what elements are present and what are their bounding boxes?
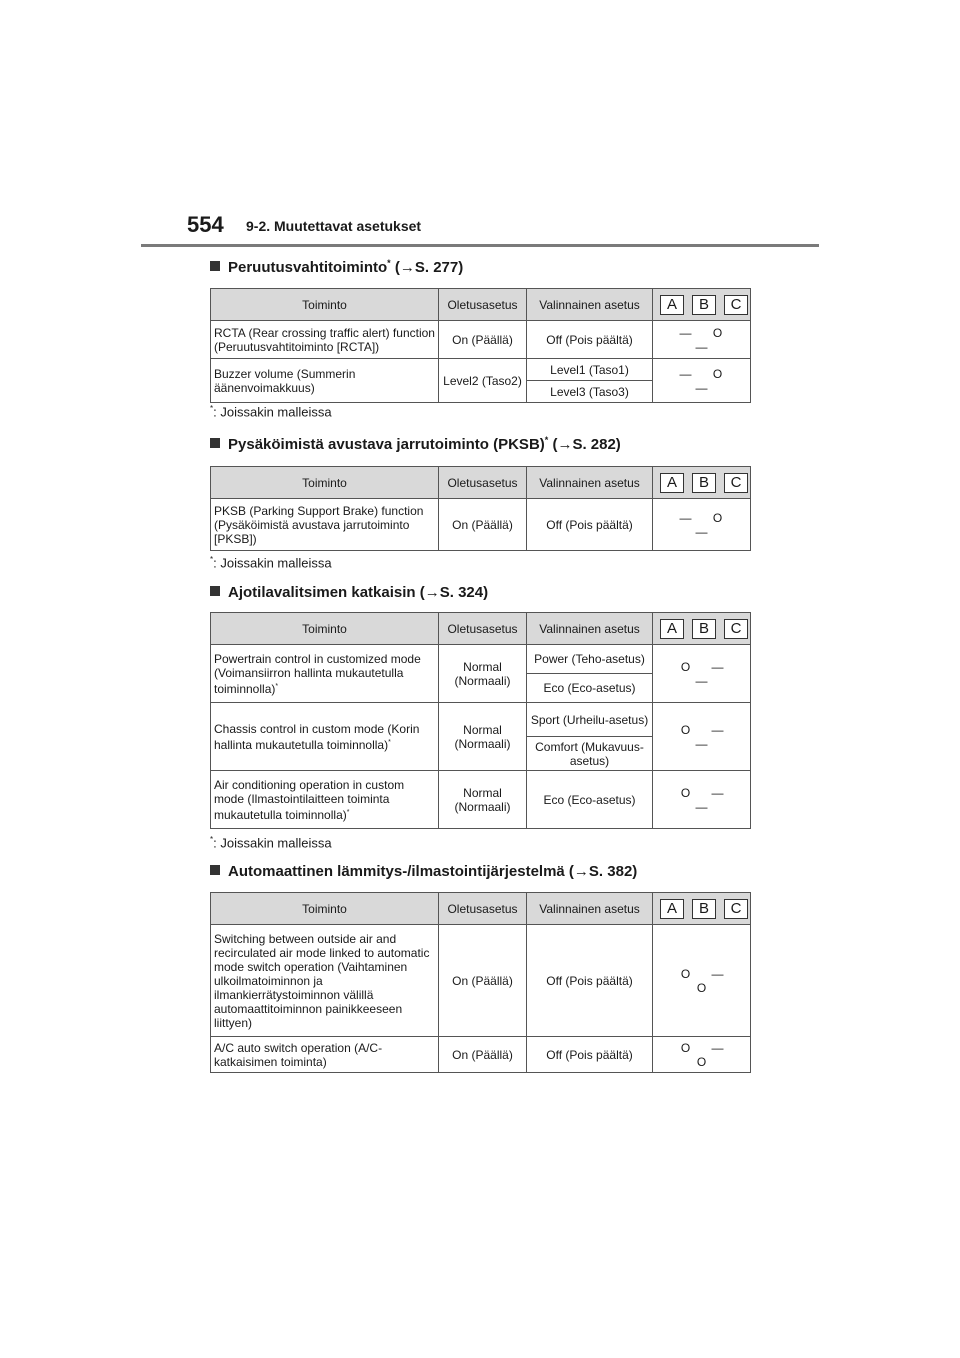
optional-cell: Off (Pois päältä) bbox=[527, 321, 653, 359]
chapter-title: 9-2. Muutettavat asetukset bbox=[246, 218, 422, 234]
col-optional: Valinnainen asetus bbox=[527, 467, 653, 499]
optional-cell: Power (Teho-asetus) bbox=[527, 645, 653, 674]
default-cell: Normal (Normaali) bbox=[439, 703, 527, 771]
col-optional: Valinnainen asetus bbox=[527, 289, 653, 321]
abc-cell: — O— bbox=[653, 499, 751, 551]
section-heading-rear-cross-traffic: Peruutusvahtitoiminto* (→S. 277) bbox=[210, 258, 463, 276]
abc-cell: O —O bbox=[653, 925, 751, 1037]
abc-cell: O —O bbox=[653, 1037, 751, 1073]
square-bullet-icon bbox=[210, 261, 220, 271]
square-bullet-icon bbox=[210, 865, 220, 875]
function-cell: RCTA (Rear crossing traffic alert) function (Peruutusvahtitoiminto [RCTA]) bbox=[211, 321, 439, 359]
optional-cell: Off (Pois päältä) bbox=[527, 499, 653, 551]
col-default: Oletusasetus bbox=[439, 289, 527, 321]
default-cell: Normal (Normaali) bbox=[439, 771, 527, 829]
square-bullet-icon bbox=[210, 438, 220, 448]
default-cell: Normal (Normaali) bbox=[439, 645, 527, 703]
abc-cell: — O— bbox=[653, 359, 751, 403]
section-heading-drive-mode: Ajotilavalitsimen katkaisin (→S. 324) bbox=[210, 584, 488, 601]
col-optional: Valinnainen asetus bbox=[527, 613, 653, 645]
function-cell: Powertrain control in customized mode (Voimansiirron hallinta mukautetulla toiminnolla)* bbox=[211, 645, 439, 703]
footnote: *: Joissakin malleissa bbox=[210, 404, 332, 420]
function-cell: Chassis control in custom mode (Korin hallinta mukautetulla toiminnolla)* bbox=[211, 703, 439, 771]
function-cell: PKSB (Parking Support Brake) function (Pysäköimistä avustava jarrutoiminto [PKSB]) bbox=[211, 499, 439, 551]
settings-table-rear-cross-traffic bbox=[210, 288, 751, 403]
col-abc: A B C bbox=[653, 467, 751, 499]
optional-cell: Eco (Eco-asetus) bbox=[527, 771, 653, 829]
default-cell: Level2 (Taso2) bbox=[439, 359, 527, 403]
optional-cell: Level3 (Taso3) bbox=[527, 381, 653, 403]
optional-cell: Eco (Eco-asetus) bbox=[527, 674, 653, 703]
section-heading-climate: Automaattinen lämmitys-/ilmastointijärjestelmä (→S. 382) bbox=[210, 863, 637, 880]
col-function: Toiminto bbox=[211, 289, 439, 321]
optional-cell: Level1 (Taso1) bbox=[527, 359, 653, 381]
optional-cell: Sport (Urheilu-asetus) bbox=[527, 703, 653, 737]
footnote: *: Joissakin malleissa bbox=[210, 555, 332, 571]
function-cell: A/C auto switch operation (A/C-katkaisimen toiminta) bbox=[211, 1037, 439, 1073]
function-cell: Air conditioning operation in custom mode (Ilmastointilaitteen toiminta mukautetulla toiminnolla)* bbox=[211, 771, 439, 829]
settings-table-drive-mode bbox=[210, 612, 751, 829]
abc-cell: O —— bbox=[653, 645, 751, 703]
col-default: Oletusasetus bbox=[439, 467, 527, 499]
abc-cell: O —— bbox=[653, 703, 751, 771]
settings-table-pksb bbox=[210, 466, 751, 551]
col-default: Oletusasetus bbox=[439, 613, 527, 645]
header-rule bbox=[141, 244, 819, 247]
col-optional: Valinnainen asetus bbox=[527, 893, 653, 925]
footnote: *: Joissakin malleissa bbox=[210, 835, 332, 851]
col-function: Toiminto bbox=[211, 893, 439, 925]
col-abc: A B C bbox=[653, 613, 751, 645]
abc-cell: — O— bbox=[653, 321, 751, 359]
function-cell: Buzzer volume (Summerin äänenvoimakkuus) bbox=[211, 359, 439, 403]
optional-cell: Off (Pois päältä) bbox=[527, 1037, 653, 1073]
default-cell: On (Päällä) bbox=[439, 1037, 527, 1073]
col-abc: A B C bbox=[653, 289, 751, 321]
col-function: Toiminto bbox=[211, 467, 439, 499]
default-cell: On (Päällä) bbox=[439, 321, 527, 359]
page-number: 554 bbox=[187, 212, 224, 237]
function-cell: Switching between outside air and recirculated air mode linked to automatic mode switch operation (Vaihtaminen ulkoilmatoiminnon ja ilmankierrätystoiminnon välillä automaattitoiminnon painikkeeseen liittyen) bbox=[211, 925, 439, 1037]
abc-cell: O —— bbox=[653, 771, 751, 829]
default-cell: On (Päällä) bbox=[439, 925, 527, 1037]
default-cell: On (Päällä) bbox=[439, 499, 527, 551]
optional-cell: Off (Pois päältä) bbox=[527, 925, 653, 1037]
optional-cell: Comfort (Mukavuus-asetus) bbox=[527, 737, 653, 771]
col-function: Toiminto bbox=[211, 613, 439, 645]
section-heading-pksb: Pysäköimistä avustava jarrutoiminto (PKSB)* (→S. 282) bbox=[210, 435, 621, 453]
square-bullet-icon bbox=[210, 586, 220, 596]
col-abc: A B C bbox=[653, 893, 751, 925]
settings-table-climate bbox=[210, 892, 751, 1073]
col-default: Oletusasetus bbox=[439, 893, 527, 925]
